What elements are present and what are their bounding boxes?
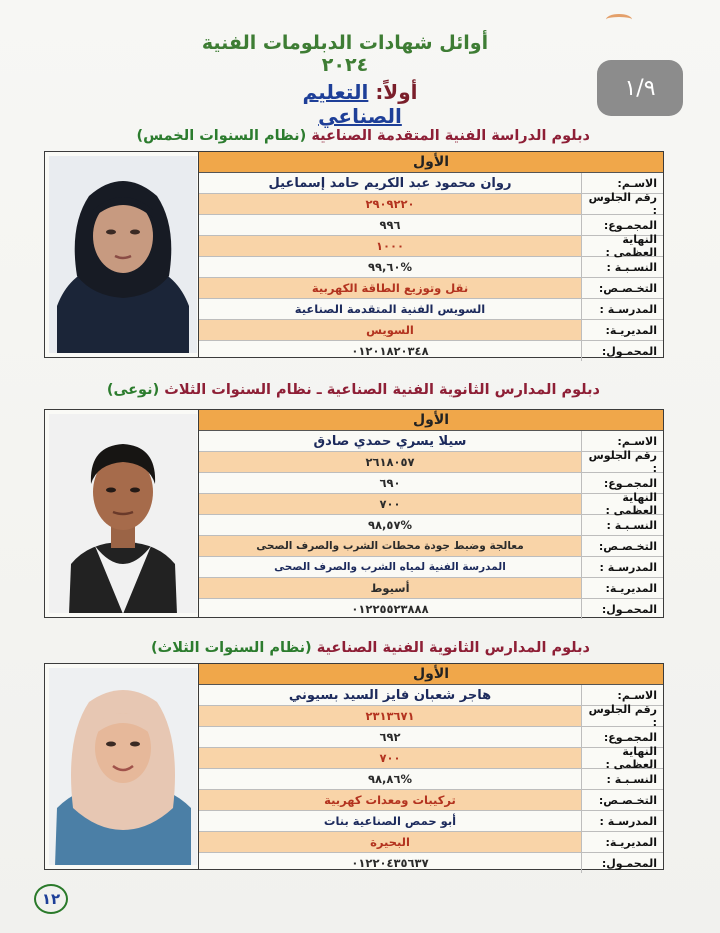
row-name: الاسـم: روان محمود عبد الكريم حامد إسماعيل: [199, 173, 663, 194]
info-table: [198, 664, 663, 869]
percentage: %٩٩,٦٠: [368, 260, 412, 274]
row-name: الاسـم: سيلا يسري حمدي صادق: [199, 431, 663, 452]
block-title-paren: (نوعى): [106, 382, 160, 398]
mobile-number: ٠١٢٢٥٥٢٣٨٨٨: [351, 602, 429, 616]
row-max: النهاية العظمى : ٧٠٠: [199, 748, 663, 769]
decorative-mark: [606, 14, 632, 25]
row-percent: النسـبـة : %٩٩,٦٠: [199, 257, 663, 278]
specialty: معالجة وضبط جودة محطات الشرب والصرف الصحى: [199, 536, 581, 556]
percentage: %٩٨,٥٧: [368, 518, 412, 532]
student-card: [44, 663, 664, 870]
page-title: أوائل شهادات الدبلومات الفنية ٢٠٢٤: [201, 32, 489, 76]
row-total: المجمـوع: ٩٩٦: [199, 215, 663, 236]
specialty: نقل وتوزيع الطاقة الكهربية: [199, 278, 581, 298]
student-photo: [49, 668, 197, 865]
rank-header: الأول: [199, 152, 663, 173]
seat-number: ٢٣١٣٦٧١: [199, 706, 581, 726]
student-portrait-image: [49, 156, 197, 353]
row-percent: النسـبـة : %٩٨,٥٧: [199, 515, 663, 536]
student-name: سيلا يسري حمدي صادق: [313, 433, 467, 449]
rank-header: الأول: [199, 664, 663, 685]
row-directorate: المديريـة: أسيوط: [199, 578, 663, 599]
row-percent: النسـبـة : %٩٨,٨٦: [199, 769, 663, 790]
block-title-paren: (نظام السنوات الثلاث): [151, 640, 312, 656]
directorate: السويس: [199, 320, 581, 340]
section-name: التعليم الصناعي: [302, 80, 402, 128]
student-photo: [49, 414, 197, 613]
school-name: أبو حمص الصناعية بنات: [323, 814, 457, 828]
row-specialty: التخـصـص: معالجة وضبط جودة محطات الشرب والصرف الصحى: [199, 536, 663, 557]
max-score: ١٠٠٠: [199, 236, 581, 256]
mobile-number: ٠١٢٠١٨٢٠٣٤٨: [351, 344, 429, 358]
max-score: ٧٠٠: [199, 494, 581, 514]
school-name: المدرسة الفنية لمياه الشرب والصرف الصحى: [274, 561, 506, 573]
row-total: المجمـوع: ٦٩٠: [199, 473, 663, 494]
block-title-text: دبلوم المدارس الثانوية الفنية الصناعية: [316, 640, 590, 656]
row-school: المدرسـة : أبو حمص الصناعية بنات: [199, 811, 663, 832]
school-name: السويس الفنية المتقدمة الصناعية: [294, 302, 486, 316]
student-portrait-image: [49, 414, 197, 613]
row-specialty: التخـصـص: نقل وتوزيع الطاقة الكهربية: [199, 278, 663, 299]
row-seat: رقم الجلوس : ٢٣١٣٦٧١: [199, 706, 663, 727]
page-number: ١٢: [34, 884, 68, 914]
student-card: [44, 151, 664, 358]
row-max: النهاية العظمى : ١٠٠٠: [199, 236, 663, 257]
row-school: المدرسـة : السويس الفنية المتقدمة الصناعية: [199, 299, 663, 320]
page-counter-badge: ١/٩: [597, 60, 683, 116]
block-title: [136, 128, 590, 144]
max-score: ٧٠٠: [199, 748, 581, 768]
section-title: [260, 80, 460, 128]
block-title-text: دبلوم المدارس الثانوية الفنية الصناعية ـ نظام السنوات الثلاث: [164, 382, 600, 398]
row-max: النهاية العظمى : ٧٠٠: [199, 494, 663, 515]
seat-number: ٢٩٠٩٢٢٠: [199, 194, 581, 214]
info-table: [198, 410, 663, 617]
info-table: [198, 152, 663, 357]
row-name: الاسـم: هاجر شعبان فايز السيد بسيوني: [199, 685, 663, 706]
directorate: البحيرة: [199, 832, 581, 852]
percentage: %٩٨,٨٦: [368, 772, 412, 786]
block-title-text: دبلوم الدراسة الفنية المتقدمة الصناعية: [311, 128, 590, 144]
block-title: [106, 382, 600, 398]
row-mobile: المحمـول: ٠١٢٢٥٥٢٣٨٨٨: [199, 599, 663, 619]
row-mobile: المحمـول: ٠١٢٢٠٤٣٥٦٣٧: [199, 853, 663, 873]
row-school: المدرسـة : المدرسة الفنية لمياه الشرب والصرف الصحى: [199, 557, 663, 578]
row-specialty: التخـصـص: تركيبات ومعدات كهربية: [199, 790, 663, 811]
section-prefix: أولاً:: [375, 80, 418, 104]
rank-header: الأول: [199, 410, 663, 431]
block-title: [151, 640, 590, 656]
row-seat: رقم الجلوس : ٢٦١٨٠٥٧: [199, 452, 663, 473]
block-title-paren: (نظام السنوات الخمس): [136, 128, 307, 144]
student-name: روان محمود عبد الكريم حامد إسماعيل: [268, 175, 512, 191]
specialty: تركيبات ومعدات كهربية: [199, 790, 581, 810]
student-card: [44, 409, 664, 618]
row-directorate: المديريـة: السويس: [199, 320, 663, 341]
row-directorate: المديريـة: البحيرة: [199, 832, 663, 853]
row-total: المجمـوع: ٦٩٢: [199, 727, 663, 748]
total-score: ٩٩٦: [379, 218, 401, 232]
row-mobile: المحمـول: ٠١٢٠١٨٢٠٣٤٨: [199, 341, 663, 361]
student-photo: [49, 156, 197, 353]
seat-number: ٢٦١٨٠٥٧: [199, 452, 581, 472]
student-name: هاجر شعبان فايز السيد بسيوني: [288, 687, 492, 703]
row-seat: رقم الجلوس : ٢٩٠٩٢٢٠: [199, 194, 663, 215]
total-score: ٦٩٠: [379, 476, 401, 490]
total-score: ٦٩٢: [379, 730, 401, 744]
mobile-number: ٠١٢٢٠٤٣٥٦٣٧: [351, 856, 429, 870]
student-portrait-image: [49, 668, 197, 865]
directorate: أسيوط: [199, 578, 581, 598]
